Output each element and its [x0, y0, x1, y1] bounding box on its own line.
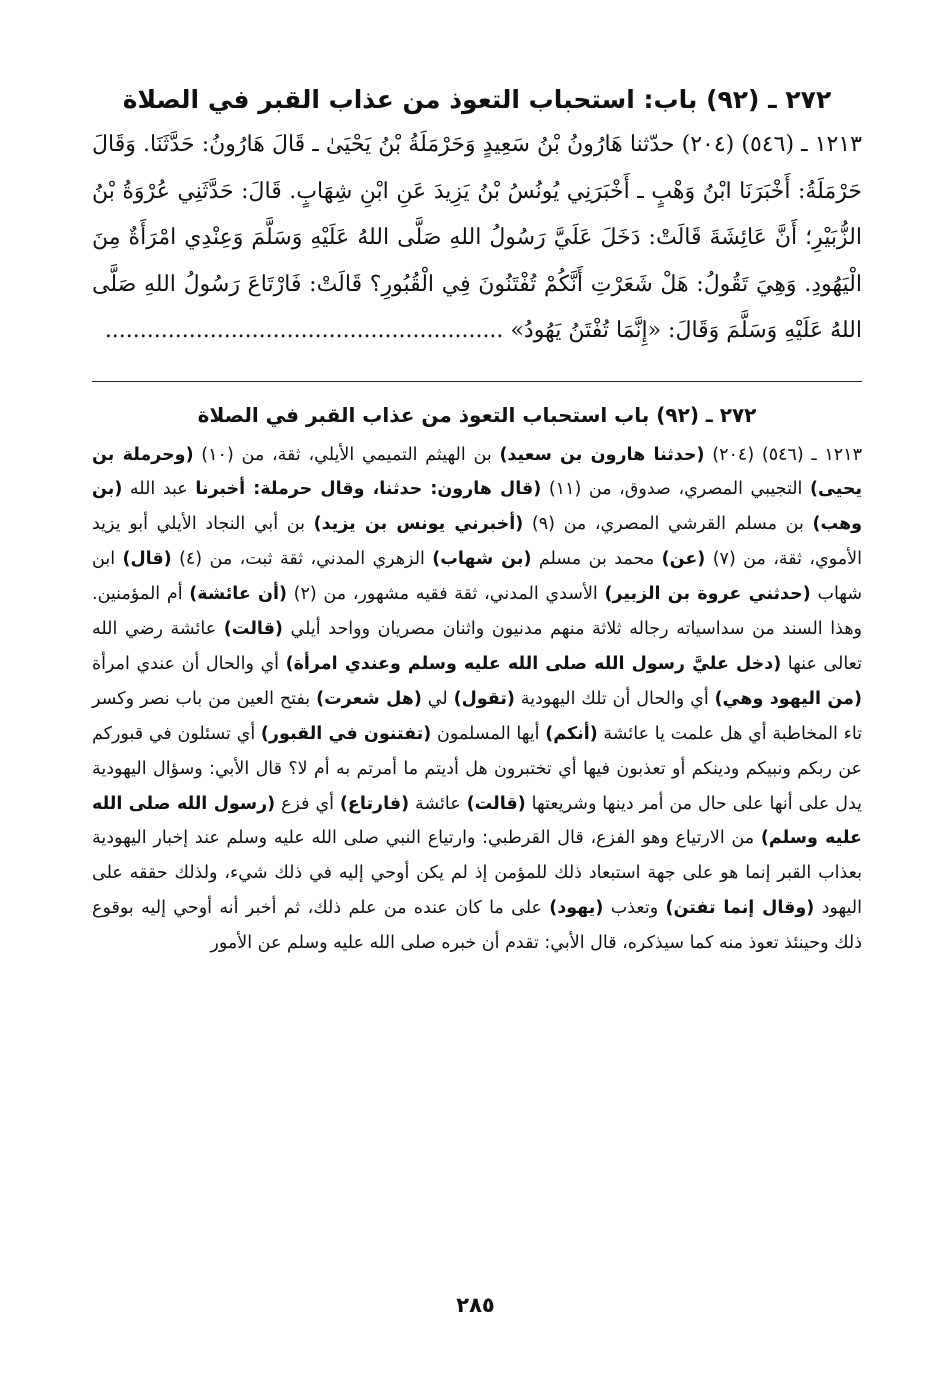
hadith-body: ١٢١٣ ـ (٥٤٦) (٢٠٤) حدّثنا هَارُونُ بْنُ سَعِيدٍ وَحَرْمَلَةُ بْنُ يَحْيَىٰ ـ قَالَ هَارُونُ: حَدَّثَنَا. وَقَالَ حَرْمَلَةُ: أَخْبَرَنَا ابْنُ وَهْبٍ ـ أَخْبَرَنِي يُونُسُ بْنُ يَزِيدَ عَنِ ابْنِ شِهَابٍ. قَالَ: حَدَّثَنِي عُرْوَةُ بْنُ الزُّبَيْرِ؛ أَنَّ عَائِشَةَ قَالَتْ: دَخَلَ عَلَيَّ رَسُولُ اللهِ صَلَّى اللهُ عَلَيْهِ وَسَلَّمَ وَعِنْدِي امْرَأَةٌ مِنَ الْيَهُودِ. وَهِيَ تَقُولُ: هَلْ شَعَرْتِ أَنَّكُمْ تُفْتَنُونَ فِي الْقُبُورِ؟ قَالَتْ: فَارْتَاعَ رَسُولُ اللهِ صَلَّى اللهُ عَلَيْهِ وَسَلَّمَ وَقَالَ: «إِنَّمَا تُفْتَنُ يَهُودُ» — [92, 132, 862, 343]
quoted-matn: (حدثني عروة بن الزبير) — [604, 584, 811, 605]
commentary-run: أي تسئلون في قبوركم عن ربكم ونبيكم ودينكم أو تعذبون فيها أي تختبرون هل أديتم ما أمرتم به أم لا؟ قال الأبي: وسؤال اليهودية يدل على أنها على حال من أمر دينها وشريعتها — [92, 723, 862, 814]
commentary-run: أم المؤمنين. وهذا السند من سداسياته رجاله ثلاثة منهم مدنيون واثنان مصريان وواحد أيلي — [92, 584, 863, 640]
book-page — [92, 78, 862, 961]
quoted-matn: (تقول) — [453, 688, 515, 709]
quoted-matn: (أنكم) — [545, 723, 598, 744]
quoted-matn: (أن عائشة) — [189, 584, 287, 605]
commentary-run: عائشة رضي الله تعالى عنها — [92, 619, 862, 674]
commentary-run: أيها المسلمون — [431, 723, 546, 744]
commentary-run: وتعذب — [603, 898, 666, 919]
commentary-run: عائشة — [409, 793, 467, 814]
commentary-run: الأسدي المدني، ثقة فقيه مشهور، من (٢) — [286, 584, 605, 605]
quoted-matn: (من اليهود وهي) — [714, 688, 863, 709]
page-number: ٢٨٥ — [456, 1293, 495, 1317]
commentary-run: بن الهيثم التميمي الأيلي، ثقة، من (١٠) — [193, 444, 500, 465]
commentary-run: أي والحال أن تلك اليهودية — [514, 688, 715, 709]
hadith-text — [92, 122, 862, 355]
quoted-matn: (هل شعرت) — [316, 688, 422, 709]
quoted-matn: (تفتنون في القبور) — [260, 723, 432, 744]
quoted-matn: (رسول الله صلى الله عليه وسلم) — [92, 793, 862, 849]
quoted-matn: (قالت) — [466, 793, 526, 814]
commentary-run: التجيبي المصري، صدوق، من (١١) — [541, 479, 810, 500]
quoted-matn: (بن شهاب) — [432, 549, 532, 570]
commentary-run: على ما كان عنده من علم ذلك، ثم أخبر أنه أوحي إليه بوقوع ذلك وحينئذ تعوذ منه كما سيذكره، قال الأبي: تقدم أن خبره صلى الله عليه وسلم عن الأمور — [92, 898, 862, 954]
commentary-heading: ٢٧٢ ـ (٩٢) باب استحباب التعوذ من عذاب القبر في الصلاة — [197, 402, 757, 427]
continuation-dots: ......................................................... — [104, 318, 504, 343]
quoted-matn: (قال هارون: حدثنا، وقال حرملة: أخبرنا — [195, 479, 542, 500]
commentary-run: أي فزع — [275, 793, 340, 814]
commentary-run: بن أبي النجاد الأيلي أبو يزيد الأموي، ثقة، من (٧) — [92, 514, 862, 570]
quoted-matn: (قالت) — [223, 619, 283, 640]
quoted-matn: (قال) — [122, 549, 172, 570]
commentary-run: من الارتياع وهو الفزع، قال القرطبي: وارتياع النبي صلى الله عليه وسلم عند إخبار اليهودية بعذاب القبر إنما هو على جهة استبعاد ذلك للمؤمن إذ لم يكن أوحي إليه في ذلك شيء، ولذلك حققه على اليهود — [92, 828, 863, 919]
quoted-matn: (دخل عليَّ رسول الله صلى الله عليه وسلم وعندي امرأة) — [285, 653, 782, 674]
quoted-matn: (حدثنا هارون بن سعيد) — [499, 444, 705, 465]
commentary-run: بفتح العين من باب نصر وكسر تاء المخاطبة أي هل علمت يا عائشة — [92, 688, 863, 744]
quoted-matn: (أخبرني يونس بن يزيد) — [313, 514, 524, 535]
quoted-matn: (بن وهب) — [92, 479, 863, 535]
quoted-matn: (فارتاع) — [339, 793, 410, 814]
commentary-text — [92, 438, 862, 962]
commentary-run: أي والحال أن عندي امرأة — [92, 653, 286, 674]
quoted-matn: (وحرملة بن يحيى) — [92, 444, 863, 500]
quoted-matn: (يهود) — [549, 898, 604, 919]
commentary-run: عبد الله — [122, 479, 196, 500]
commentary-run: الزهري المدني، ثقة ثبت، من (٤) — [171, 549, 433, 570]
chapter-heading: ٢٧٢ ـ (٩٢) باب: استحباب التعوذ من عذاب القبر في الصلاة — [122, 85, 832, 114]
commentary-run: لي — [421, 688, 454, 709]
quoted-matn: (عن) — [661, 549, 706, 570]
quoted-matn: (وقال إنما تفتن) — [665, 898, 815, 919]
section-divider — [92, 381, 862, 382]
commentary-run: ١٢١٣ ـ (٥٤٦) (٢٠٤) — [704, 444, 862, 465]
commentary-run: بن مسلم القرشي المصري، من (٩) — [523, 514, 813, 535]
commentary-run: ابن شهاب — [92, 549, 863, 605]
commentary-run: محمد بن مسلم — [531, 549, 662, 570]
